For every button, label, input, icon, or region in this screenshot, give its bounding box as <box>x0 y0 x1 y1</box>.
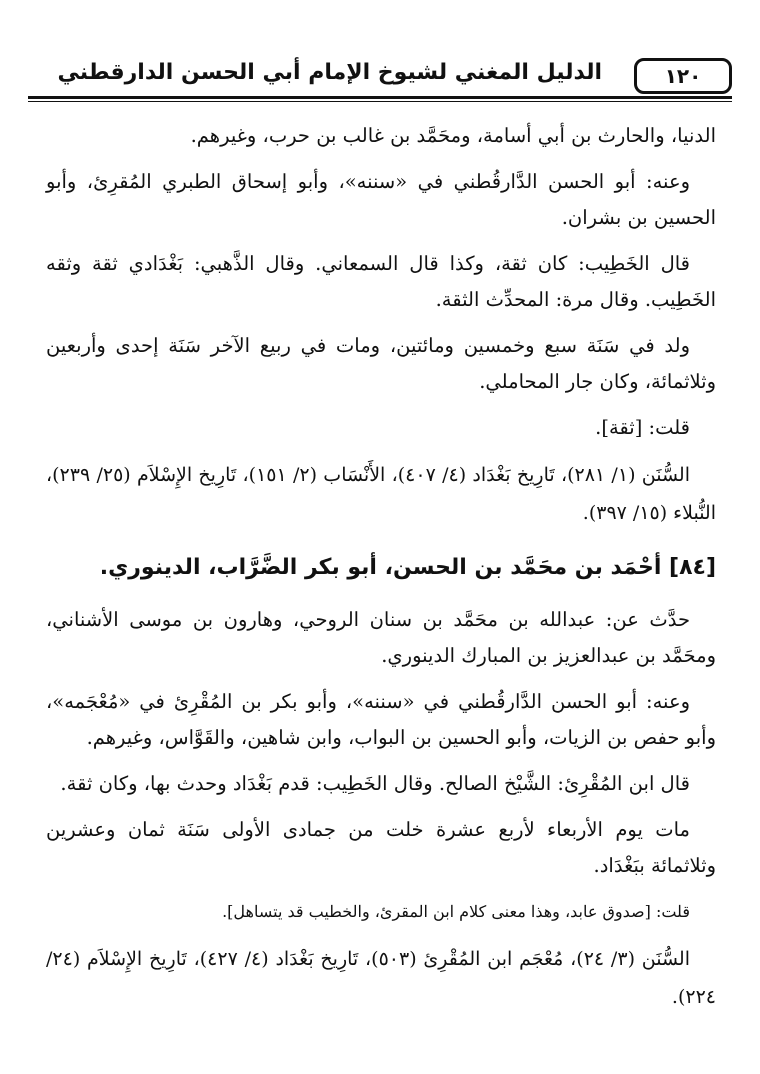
page-number: ١٢٠ <box>634 58 732 94</box>
grading-paragraph: قال الخَطِيب: كان ثقة، وكذا قال السمعاني. وقال الذَّهبي: بَغْدَادي ثقة وثقه الخَطِيب. وقال مرة: المحدِّث الثقة. <box>46 252 716 311</box>
running-title: الدليل المغني لشيوخ الإمام أبي الحسن الدارقطني <box>57 60 602 85</box>
author-verdict-2: قلت: [صدوق عابد، وهذا معنى كلام ابن المقرئ، والخطيب قد يتساهل]. <box>222 902 690 921</box>
page-header <box>28 52 732 102</box>
page-body <box>46 118 716 1026</box>
death-paragraph: مات يوم الأربعاء لأربع عشرة خلت من جمادى الأولى سَنَة ثمان وعشرين وثلاثمائة ببَغْدَاد. <box>46 818 716 877</box>
entry-heading: [٨٤] أحْمَد بن محَمَّد بن الحسن، أبو بكر الضَّرَّاب، الدينوري. <box>99 555 716 580</box>
header-rule-thin <box>28 101 732 102</box>
header-rule <box>28 96 732 99</box>
author-verdict: قلت: [ثقة]. <box>595 416 690 439</box>
sources-list-2: السُّنَن (٣/ ٢٤)، مُعْجَم ابن المُقْرِئ (٥٠٣)، تَارِيخ بَغْدَاد (٤/ ٤٢٧)، تَارِيخ الإِسْلاَم (٢٤/ ٢٢٤). <box>46 948 716 1008</box>
continuation-paragraph: الدنيا، والحارث بن أبي أسامة، ومحَمَّد بن غالب بن حرب، وغيرهم. <box>190 124 716 147</box>
grading-paragraph-2: قال ابن المُقْرِئ: الشَّيْخ الصالح. وقال الخَطِيب: قدم بَغْدَاد وحدث بها، وكان ثقة. <box>60 772 690 795</box>
narrators-from-paragraph: وعنه: أبو الحسن الدَّارقُطني في «سننه»، وأبو إسحاق الطبري المُقرِئ، وأبو الحسين بن بشران. <box>46 170 716 229</box>
students-paragraph: وعنه: أبو الحسن الدَّارقُطني في «سننه»، وأبو بكر بن المُقْرِئ في «مُعْجَمه»، وأبو حفص بن الزيات، وأبو الحسين بن البواب، وابن شاهين، والقَوَّاس، وغيرهم. <box>46 690 716 749</box>
sources-list: السُّنَن (١/ ٢٨١)، تَارِيخ بَغْدَاد (٤/ ٤٠٧)، الأَنْسَاب (٢/ ١٥١)، تَارِيخ الإِسْلاَم (٢٥/ ٢٣٩)، النُّبلاء (١٥/ ٣٩٧). <box>46 464 716 524</box>
birth-death-paragraph: ولد في سَنَة سبع وخمسين ومائتين، ومات في ربيع الآخر سَنَة إحدى وأربعين وثلاثمائة، وكان جار المحاملي. <box>46 334 716 393</box>
teachers-paragraph: حدَّث عن: عبدالله بن محَمَّد بن سنان الروحي، وهارون بن موسى الأشناني، ومحَمَّد بن عبدالعزيز بن المبارك الدينوري. <box>46 608 716 667</box>
